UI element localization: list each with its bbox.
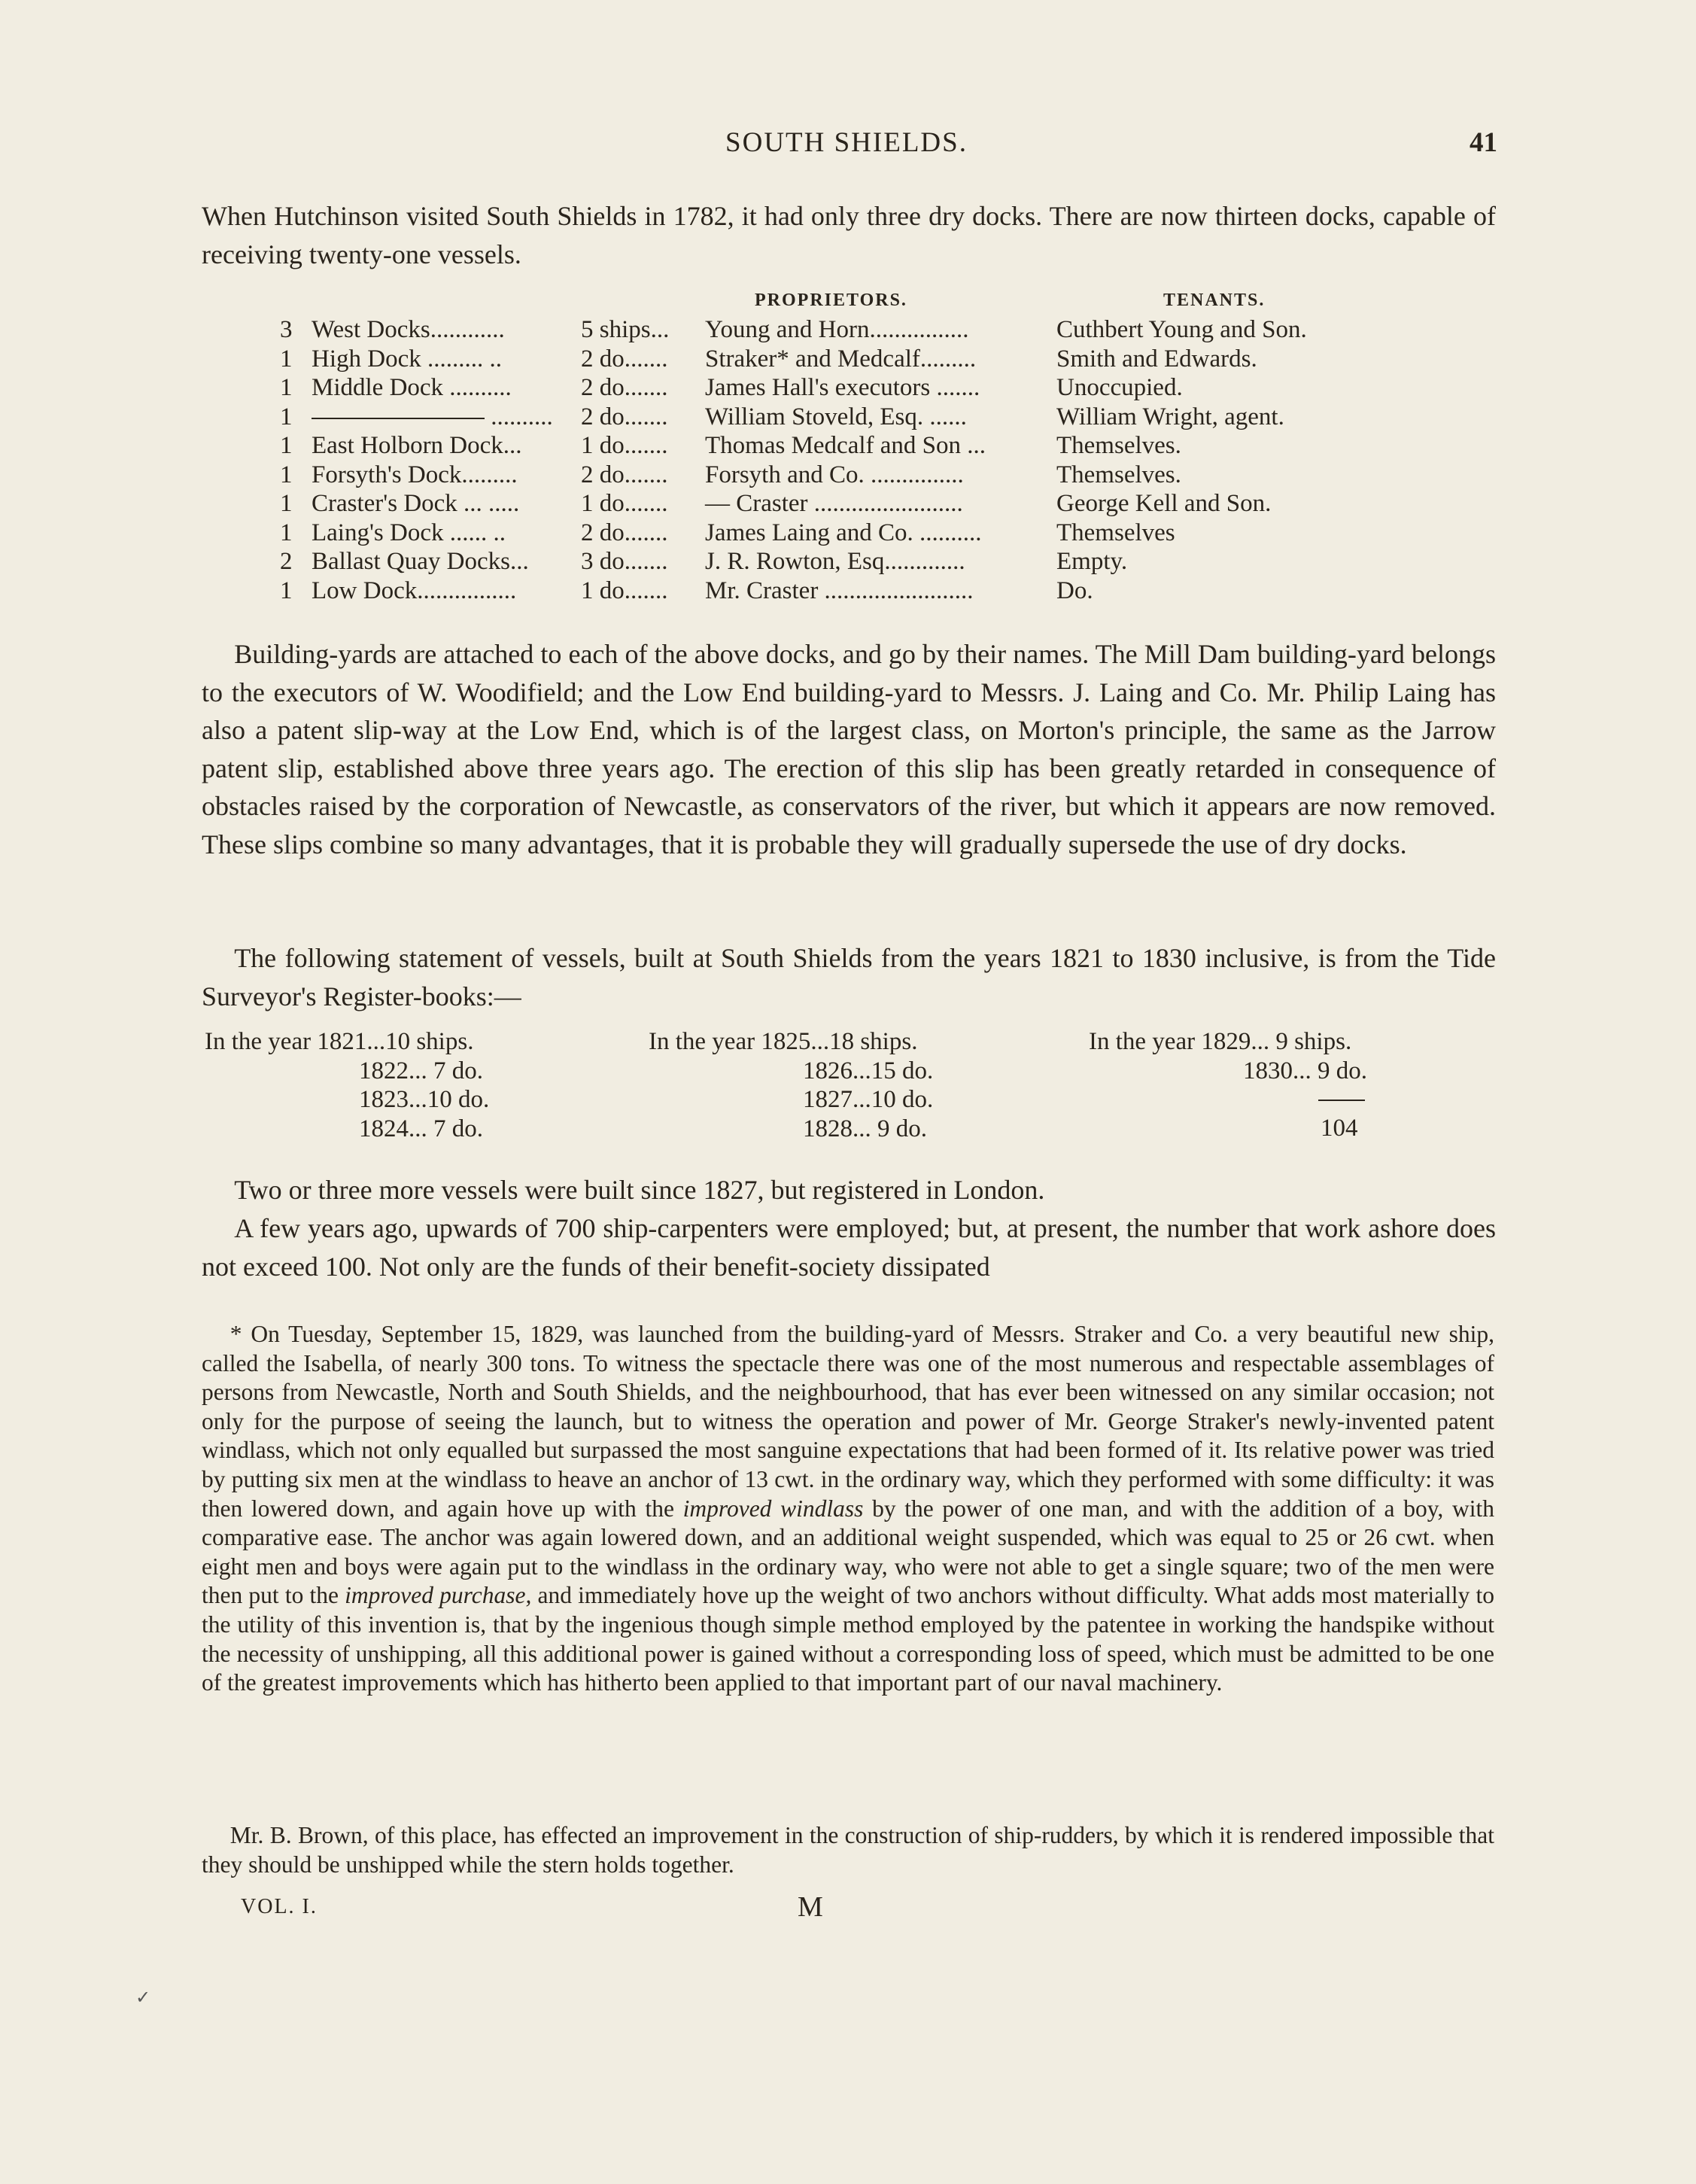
dock-count: 1 [280,576,293,604]
dock-row [280,577,1409,607]
dock-row [280,345,1409,375]
dock-row [280,403,1409,433]
dock-count: 1 [280,403,293,430]
dock-proprietor: Straker* and Medcalf......... [705,345,977,373]
dock-ships: 1 do....... [581,576,668,604]
ink-mark: ✓ [135,1988,151,2008]
dock-count: 3 [280,316,293,343]
dock-tenant: Themselves. [1056,432,1181,459]
volume-mark: VOL. I. [241,1895,318,1918]
years-total: 104 [1321,1115,1358,1142]
dock-tenant: Unoccupied. [1056,374,1183,401]
dock-name: West Docks............ [312,316,505,343]
dock-ships: 2 do....... [581,403,668,430]
dock-name: Forsyth's Dock......... [312,461,518,488]
dock-count: 1 [280,432,293,459]
dock-count: 1 [280,461,293,488]
dock-tenant: Themselves [1056,519,1175,546]
dock-proprietor: Young and Horn................ [705,316,969,343]
dock-row [280,519,1409,549]
dock-tenant: Empty. [1056,548,1128,575]
years-col-2 [649,1028,933,1144]
total-rule [1318,1100,1365,1101]
dock-count: 1 [280,374,293,401]
footnote-italic: improved windlass [682,1495,864,1522]
dock-ships: 3 do....... [581,548,668,575]
dock-name: Laing's Dock ...... .. [312,519,506,546]
dock-name: East Holborn Dock... [312,432,522,459]
signature-mark: M [798,1891,825,1923]
dock-count: 2 [280,548,293,575]
dock-row [280,316,1409,345]
year-entry: 1826...15 do. [803,1057,934,1084]
year-entry: 1823...10 do. [359,1086,490,1113]
dock-proprietor: James Hall's executors ....... [705,374,980,401]
dock-proprietor: J. R. Rowton, Esq............. [705,548,965,575]
dock-name: Craster's Dock ... ..... [312,490,520,517]
building-yards-paragraph: Building-yards are attached to each of the above docks, and go by their names. The Mill Dam building-yard belongs to the executors of W. Woodifield; and the Low End building-yard to Messrs. J. Laing and Co. Mr. Philip Laing has also a patent slip-way at the Low End, which is of the largest class, on Morton's principle, the same as the Jarrow patent slip, established above three years ago. The erection of this slip has been greatly retarded in consequence of obstacles raised by the corporation of Newcastle, as conservators of the river, but which it appears are now removed. These slips combine so many advantages, that it is probable they will gradually supersede the use of dry docks. [202,639,1496,859]
running-head [196,126,1497,164]
footnote-text: * On Tuesday, September 15, 1829, was launched from the building-yard of Messrs. Straker and Co. a very beautiful new ship, called the Isabella, of nearly 300 tons. To witness the spectacle there was one of the most numerous and respectable assemblages of persons from Newcastle, North and South Shields, and the neighbourhood, that has ever been witnessed on any similar occasion; not only for the purpose of seeing the launch, but to witness the operation and power of Mr. George Straker's newly-invented patent windlass, which not only equalled but surpassed the most sanguine expectations that had been formed of it. Its relative power was tried by putting six men at the windlass to heave an anchor of 13 cwt. in the ordinary way, which they performed with some difficulty: it was then lowered down, and again hove up with the [202,1321,1494,1522]
dock-name: Ballast Quay Docks... [312,548,529,575]
footnote-text: by the power of one man, and with the addition of a boy, with comparative ease. The anchor was again lowered down, and an additional weight suspended, which was equal to 25 or 26 cwt. when eight men and boys were again put to the windlass in the ordinary way, who were not able to get a single square; two of the men were then put to the [202,1495,1494,1609]
dock-ships: 2 do....... [581,374,668,401]
year-entry: In the year 1821...10 ships. [205,1028,474,1055]
years-col-1 [205,1028,489,1144]
statement-paragraph: The following statement of vessels, built at South Shields from the years 1821 to 1830 inclusive, is from the Tide Surveyor's Register-books:— [202,943,1496,1011]
dock-ships: 1 do....... [581,490,668,517]
dock-name: High Dock ......... .. [312,345,502,373]
year-entry: In the year 1829... 9 ships. [1089,1028,1352,1055]
dock-ships: 1 do....... [581,432,668,459]
dock-count: 1 [280,490,293,517]
dock-ships: 2 do....... [581,345,668,373]
dock-row [280,461,1409,491]
year-entry: 1822... 7 do. [359,1057,483,1084]
years-col-3 [1089,1028,1367,1144]
year-entry: 1828... 9 do. [803,1115,927,1142]
dock-tenant: Cuthbert Young and Son. [1056,316,1307,343]
footnote-rudders: Mr. B. Brown, of this place, has effected an improvement in the construction of ship-rudders, by which it is rendered impossible that they should be unshipped while the stern holds together. [202,1822,1494,1878]
dock-name-dash [312,403,553,431]
dock-proprietor: William Stoveld, Esq. ...... [705,403,967,430]
dock-proprietor: Mr. Craster ........................ [705,576,974,604]
dock-tenant: Smith and Edwards. [1056,345,1257,373]
year-entry: In the year 1825...18 ships. [649,1028,918,1055]
dock-name: Low Dock................ [312,576,517,604]
footnote-italic: improved purchase, [345,1582,532,1609]
dock-tenant: George Kell and Son. [1056,490,1272,517]
dock-proprietor: — Craster ........................ [705,490,963,517]
page-number: 41 [1470,127,1497,158]
dock-row [280,432,1409,461]
dock-row [280,548,1409,577]
running-title: SOUTH SHIELDS. [725,127,968,158]
dock-name: Middle Dock .......... [312,374,512,401]
dock-count: 1 [280,519,293,546]
tenants-heading: TENANTS. [1163,290,1266,310]
proprietors-heading: PROPRIETORS. [755,290,907,310]
docks-table [280,316,1409,606]
dock-tenant: William Wright, agent. [1056,403,1284,430]
dock-row [280,490,1409,519]
few-years-paragraph: A few years ago, upwards of 700 ship-carpenters were employed; but, at present, the number that work ashore does not exceed 100. Not only are the funds of their benefit-society dissipated [202,1213,1496,1282]
dock-ships: 2 do....... [581,461,668,488]
dock-proprietor: James Laing and Co. .......... [705,519,982,546]
ditto-dash [312,418,485,419]
footnote-launch [202,1320,1494,1698]
dock-proprietor: Forsyth and Co. ............... [705,461,964,488]
dock-ships: 2 do....... [581,519,668,546]
year-entry: 1827...10 do. [803,1086,934,1113]
dock-ships: 5 ships... [581,316,670,343]
two-or-three-paragraph: Two or three more vessels were built since 1827, but registered in London. [234,1175,1045,1205]
year-entry: 1830... 9 do. [1243,1057,1367,1084]
intro-paragraph: When Hutchinson visited South Shields in 1782, it had only three dry docks. There are now thirteen docks, capable of receiving twenty-one vessels. [202,201,1496,269]
dock-count: 1 [280,345,293,373]
dock-name-dots: .......... [485,403,553,430]
dock-tenant: Do. [1056,576,1093,604]
dock-tenant: Themselves. [1056,461,1181,488]
footnote-text: and immediately hove up the weight of two anchors without difficulty. What adds most materially to the utility of this invention is, that by the ingenious though simple method employed by the patentee in working the handspike without the necessity of unshipping, all this additional power is gained without a corresponding loss of speed, which must be admitted to be one of the greatest improvements which has hitherto been applied to that important part of our naval machinery. [202,1582,1494,1696]
year-entry: 1824... 7 do. [359,1115,483,1142]
dock-row [280,374,1409,403]
dock-proprietor: Thomas Medcalf and Son ... [705,432,986,459]
